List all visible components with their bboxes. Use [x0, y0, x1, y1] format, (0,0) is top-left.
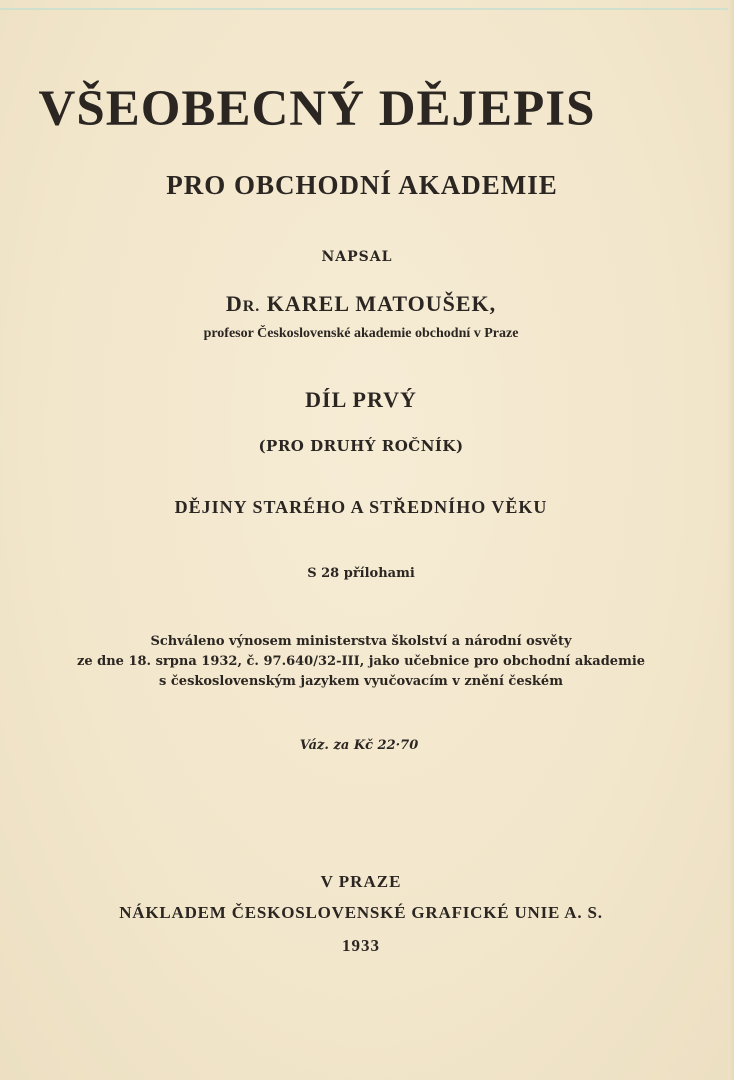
author-prefix-capital: D	[225, 291, 243, 316]
author-affiliation: profesor Československé akademie obchodní v Praze	[203, 326, 519, 341]
price-note: Váz. za Kč 22·70	[299, 738, 419, 753]
publisher: NÁKLADEM ČESKOSLOVENSKÉ GRAFICKÉ UNIE A. S.	[119, 903, 603, 922]
course-year: (PRO DRUHÝ ROČNÍK)	[258, 437, 464, 455]
author-name: KAREL MATOUŠEK,	[266, 291, 497, 316]
book-title: VŠEOBECNÝ DĚJEPIS	[38, 81, 596, 137]
author-name-line	[0, 291, 728, 317]
book-subtitle: PRO OBCHODNÍ AKADEMIE	[166, 170, 558, 200]
page-edge-shadow	[728, 0, 734, 1080]
scan-top-line	[0, 8, 734, 10]
approval-line: s československým jazykem vyučovacím v znění českém	[159, 674, 563, 689]
appendices-note: S 28 přílohami	[307, 566, 415, 581]
byline-label: NAPSAL	[321, 249, 393, 265]
author-prefix-small: R.	[242, 298, 261, 315]
approval-line: Schváleno výnosem ministerstva školství a národní osvěty	[150, 634, 572, 649]
approval-line: ze dne 18. srpna 1932, č. 97.640/32-III, jako učebnice pro obchodní akademie	[76, 654, 646, 669]
publication-place: V PRAZE	[320, 872, 402, 891]
history-section-title: DĚJINY STARÉHO A STŘEDNÍHO VĚKU	[174, 497, 548, 517]
publication-year: 1933	[342, 936, 380, 955]
volume-part: DÍL PRVÝ	[305, 387, 417, 412]
